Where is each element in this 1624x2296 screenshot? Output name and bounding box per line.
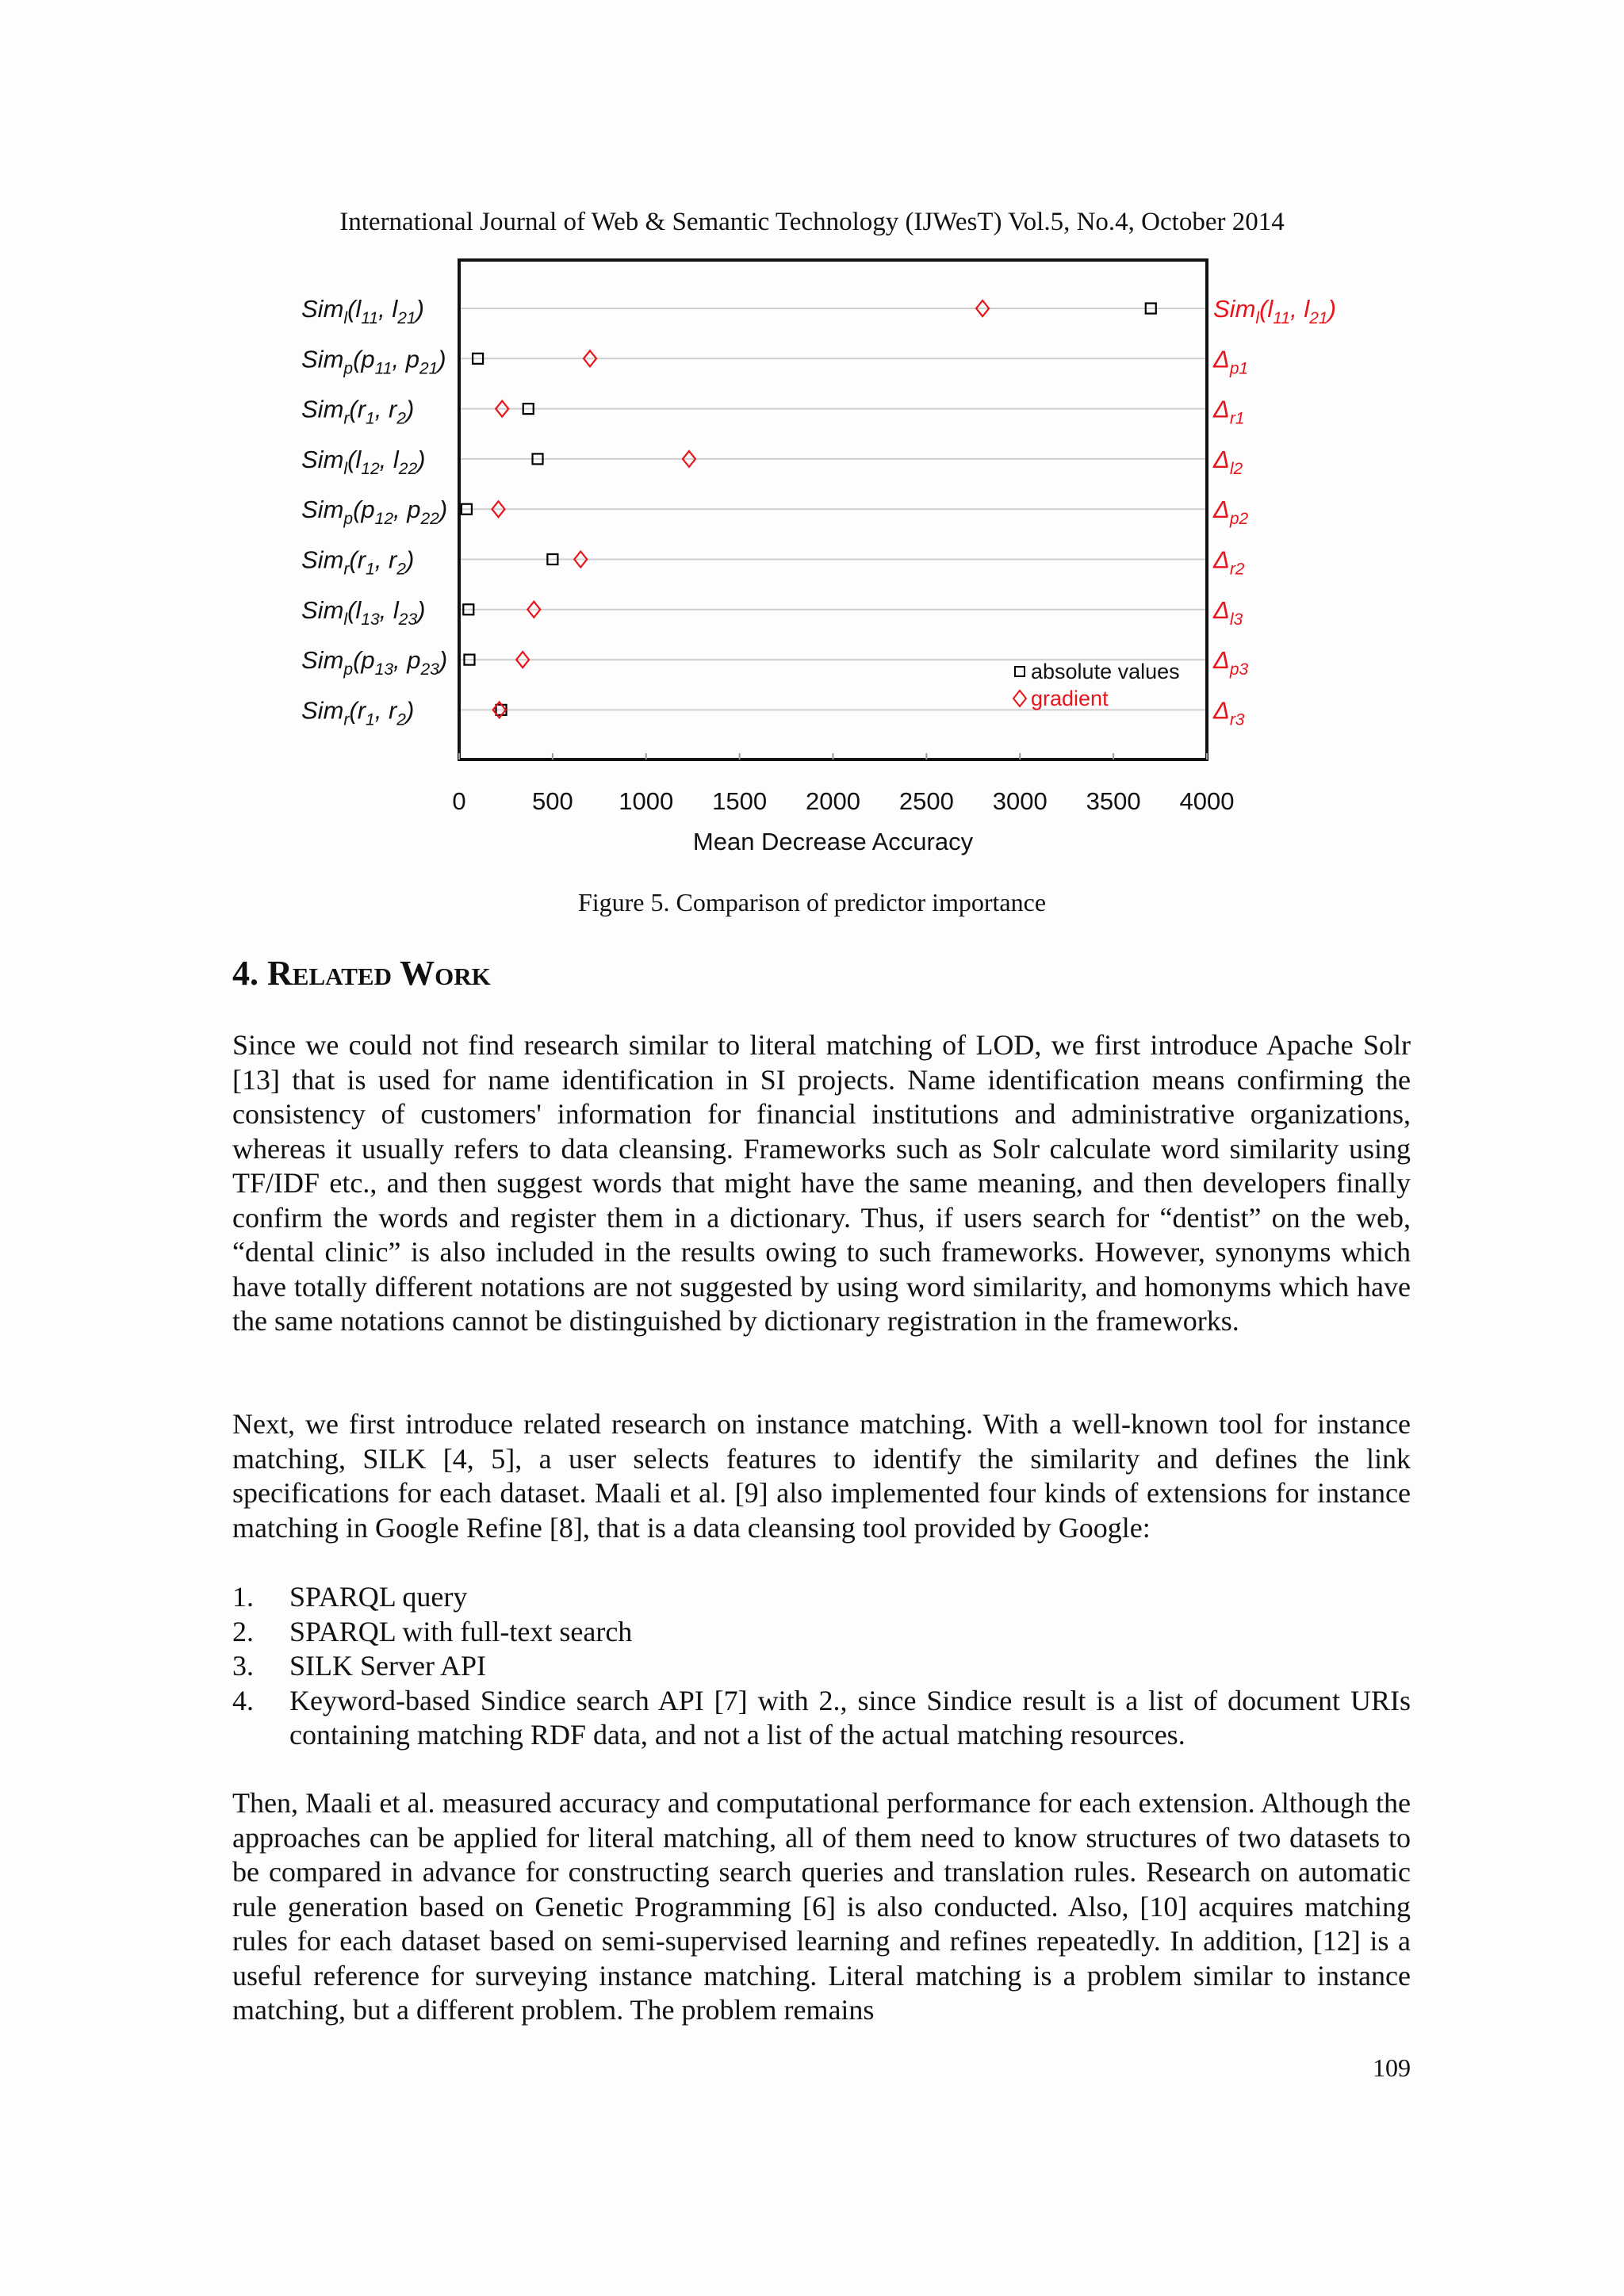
- row-label-right: $\Delta_{r3}$: [1213, 696, 1245, 729]
- figure-caption: Figure 5. Comparison of predictor importance: [577, 888, 1047, 916]
- extension-list: [232, 1580, 1411, 1753]
- row-label-left: $Sim_r(r_1$, $r_2$): [301, 545, 415, 579]
- list-item: [232, 1649, 1411, 1684]
- row-label-left: $Sim_p(p_{13}$, $p_{23}$): [301, 646, 448, 679]
- list-text: SILK Server API: [289, 1650, 486, 1682]
- legend-label: absolute values: [1031, 660, 1180, 683]
- x-tick-label: 3500: [1086, 787, 1141, 815]
- list-text: SPARQL with full-text search: [289, 1615, 633, 1647]
- list-item: [232, 1580, 1411, 1615]
- section-heading: 4. Related Work: [232, 954, 491, 993]
- x-tick-label: 4000: [1179, 787, 1235, 815]
- row-label-left: $Sim_r(r_1$, $r_2$): [301, 395, 415, 428]
- x-tick-label: 500: [532, 787, 573, 815]
- row-label-left: $Sim_l(l_{13}$, $l_{23}$): [301, 595, 426, 629]
- row-label-left: $Sim_r(r_1$, $r_2$): [301, 696, 415, 729]
- paragraph-1: Since we could not find research similar to literal matching of LOD, we first introduce Apache Solr [13] that is used for name identification in SI projects. Name identification means confirming the consistency of customers' information for financial institutions and administrative organizations, whereas it usually refers to data cleansing. Frameworks such as Solr calculate word similarity using TF/IDF etc., and then suggest words that might have the same meaning, and then developers finally confirm the words and register them in a dictionary. Thus, if users search for “dentist” on the web, “dental clinic” is also included in the results owing to such frameworks. However, synonyms which have totally different notations are not suggested by using word similarity, and homonyms which have the same notations cannot be distinguished by dictionary registration in the frameworks.: [232, 1029, 1411, 1337]
- x-tick-label: 1000: [619, 787, 674, 815]
- legend-label: gradient: [1031, 687, 1109, 710]
- x-tick-label: 3000: [992, 787, 1048, 815]
- list-item: [232, 1615, 1411, 1650]
- x-tick-label: 0: [452, 787, 466, 815]
- row-label-right: $\Delta_{l3}$: [1213, 595, 1243, 629]
- x-tick-label: 1500: [712, 787, 768, 815]
- row-label-left: $Sim_p(p_{12}$, $p_{22}$): [301, 496, 448, 529]
- row-label-right: $\Delta_{r1}$: [1213, 395, 1245, 428]
- x-tick-label: 2000: [806, 787, 860, 815]
- legend-diamond-icon: [1013, 691, 1026, 706]
- list-number: 4.: [232, 1684, 254, 1716]
- list-number: 1.: [232, 1581, 254, 1613]
- x-tick-label: 2500: [898, 787, 954, 815]
- row-label-right: $\Delta_{p1}$: [1213, 345, 1249, 378]
- list-number: 3.: [232, 1650, 254, 1682]
- row-label-right: $\Delta_{p2}$: [1213, 496, 1249, 529]
- list-text: SPARQL query: [289, 1581, 468, 1613]
- row-label-right: $\Delta_{l2}$: [1213, 445, 1243, 478]
- paragraph-3: Then, Maali et al. measured accuracy and computational performance for each extension. Although the approaches can be applied for literal matching, all of them need to know structures of two datasets to be compared in advance for constructing search queries and translation rules. Research on automatic rule generation based on Genetic Programming [6] is also conducted. Also, [10] acquires matching rules for each dataset based on semi-supervised learning and refines repeatedly. In addition, [12] is a useful reference for surveying instance matching. Literal matching is a problem similar to instance matching, but a different problem. The problem remains: [232, 1787, 1411, 2026]
- predictor-importance-chart: [285, 254, 1396, 872]
- row-label-right: $Sim_l(l_{11}$, $l_{21}$): [1213, 295, 1336, 327]
- list-text: Keyword-based Sindice search API [7] with 2., since Sindice result is a list of document URIs containing matching RDF data, and not a list of the actual matching resources.: [289, 1684, 1411, 1751]
- legend-square-icon: [1015, 667, 1025, 676]
- x-axis-label: Mean Decrease Accuracy: [692, 828, 974, 855]
- row-label-right: $\Delta_{p3}$: [1213, 646, 1249, 679]
- page-number: 109: [1373, 2053, 1411, 2082]
- journal-header: International Journal of Web & Semantic Technology (IJWesT) Vol.5, No.4, October 2014: [339, 208, 1285, 236]
- row-label-left: $Sim_l(l_{12}$, $l_{22}$): [301, 445, 426, 478]
- row-label-left: $Sim_p(p_{11}$, $p_{21}$): [301, 345, 446, 378]
- row-label-left: $Sim_l(l_{11}$, $l_{21}$): [301, 295, 424, 327]
- paragraph-2: Next, we first introduce related research on instance matching. With a well-known tool for instance matching, SILK [4, 5], a user selects features to identify the similarity and defines the link specifications for each dataset. Maali et al. [9] also implemented four kinds of extensions for instance matching in Google Refine [8], that is a data cleansing tool provided by Google:: [232, 1408, 1411, 1544]
- row-label-right: $\Delta_{r2}$: [1213, 545, 1245, 579]
- list-item: [232, 1684, 1411, 1753]
- list-number: 2.: [232, 1615, 254, 1647]
